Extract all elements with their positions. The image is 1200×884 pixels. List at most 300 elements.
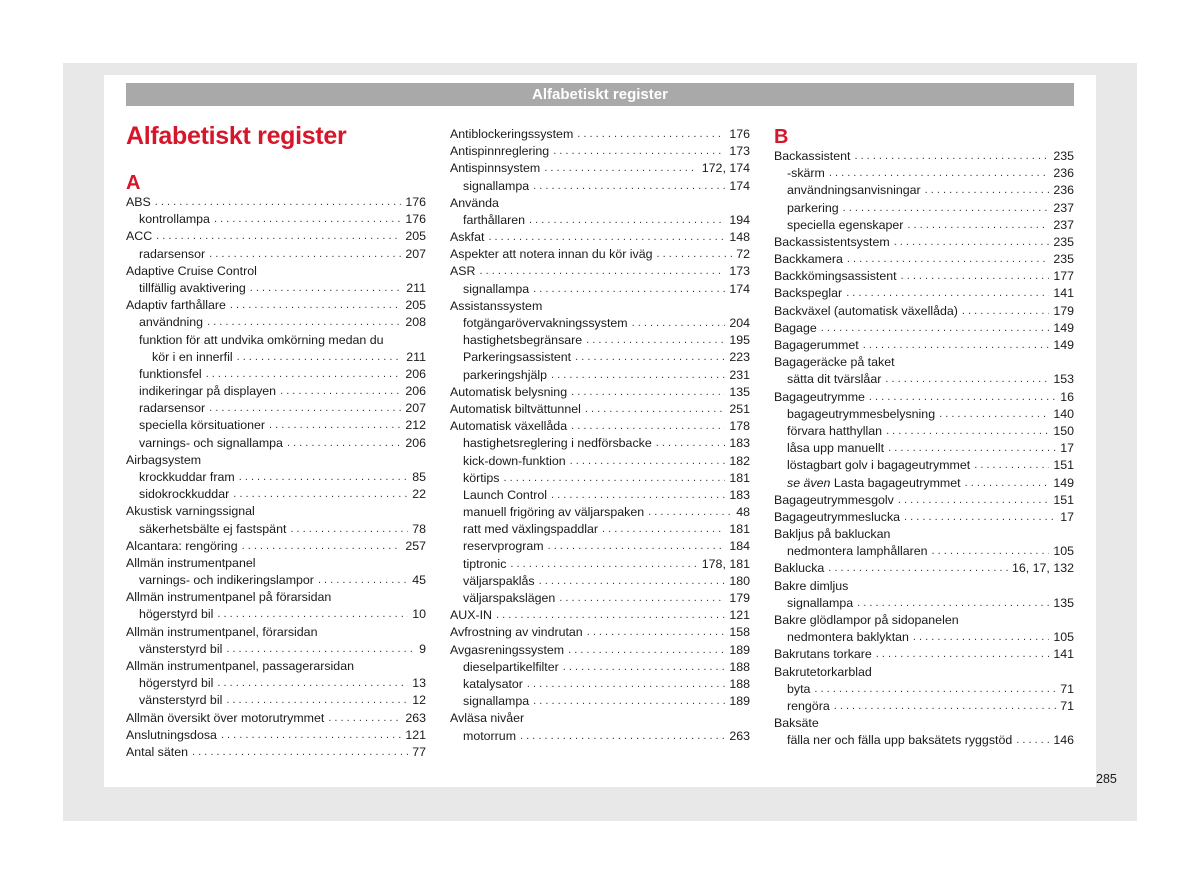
leader-dots (657, 246, 733, 263)
header-bar: Alfabetiskt register (126, 83, 1074, 106)
index-entry (774, 509, 1074, 526)
page-ref: 174 (729, 178, 750, 193)
page-ref: 153 (1053, 372, 1074, 387)
page-ref: 149 (1053, 338, 1074, 353)
entry-term: Backkamera (774, 252, 843, 267)
entry-term: ASR (450, 264, 476, 279)
leader-dots (192, 744, 408, 761)
entry-term: Bakljus på bakluckan (774, 527, 891, 542)
index-entry (774, 234, 1074, 251)
leader-dots (233, 486, 408, 503)
leader-dots (527, 676, 725, 693)
index-entry (126, 727, 426, 744)
index-entry (774, 526, 1074, 543)
leader-dots (847, 251, 1049, 268)
leader-dots (563, 659, 726, 676)
entry-term: Backassistentsystem (774, 234, 890, 249)
index-entry (126, 710, 426, 727)
entry-term: parkeringshjälp (463, 367, 548, 382)
leader-dots (207, 314, 401, 331)
index-subentry (126, 641, 426, 658)
entry-term: varnings- och signallampa (139, 435, 283, 450)
index-entry (450, 642, 750, 659)
page-ref: 208 (405, 315, 426, 330)
page-ref: 183 (729, 436, 750, 451)
entry-term: Aspekter att notera innan du kör iväg (450, 247, 653, 262)
index-entry (126, 658, 426, 675)
page-ref: 206 (405, 435, 426, 450)
entry-term: Baksäte (774, 716, 819, 731)
leader-dots (156, 228, 401, 245)
index-entry (126, 589, 426, 606)
index-subentry (774, 595, 1074, 612)
entry-term: Bagageräcke på taket (774, 355, 895, 370)
entry-term: radarsensor (139, 246, 206, 261)
page-ref: 180 (729, 573, 750, 588)
entry-term: Bagage (774, 320, 817, 335)
index-column-1 (126, 172, 426, 761)
index-subentry (126, 521, 426, 538)
page-ref: 173 (729, 144, 750, 159)
section-letter: A (126, 172, 141, 194)
leader-dots (510, 556, 697, 573)
entry-term: Bagageutrymme (774, 389, 865, 404)
index-entry (774, 612, 1074, 629)
page-ref: 179 (1053, 303, 1074, 318)
leader-dots (237, 349, 403, 366)
page-ref: 211 (406, 280, 426, 295)
entry-term: användningsanvisningar (787, 183, 921, 198)
leader-dots (242, 538, 402, 555)
index-entry (774, 664, 1074, 681)
page-ref: 223 (729, 350, 750, 365)
entry-term: Backväxel (automatisk växellåda) (774, 303, 958, 318)
entry-term: låsa upp manuellt (787, 441, 885, 456)
leader-dots (932, 543, 1050, 560)
index-subentry (450, 573, 750, 590)
leader-dots (496, 607, 725, 624)
entry-term: tiptronic (463, 556, 507, 571)
index-subentry (126, 675, 426, 692)
entry-term: -skärm (787, 166, 825, 181)
index-entry (450, 401, 750, 418)
entry-term: högerstyrd bil (139, 607, 214, 622)
entry-term: parkering (787, 200, 839, 215)
entry-term: Automatisk belysning (450, 384, 568, 399)
entry-term: AUX-IN (450, 608, 492, 623)
leader-dots (570, 453, 726, 470)
page-ref: 212 (405, 418, 426, 433)
leader-dots (898, 492, 1049, 509)
entry-term: Backspeglar (774, 286, 843, 301)
index-entry (774, 354, 1074, 371)
entry-term: Bagageutrymmeslucka (774, 509, 901, 524)
entry-term: Bakrutans torkare (774, 647, 872, 662)
entry-term: användning (139, 315, 204, 330)
page-ref: 151 (1053, 458, 1074, 473)
entry-term: Adaptive Cruise Control (126, 263, 257, 278)
index-entry (774, 578, 1074, 595)
index-entry (126, 744, 426, 761)
leader-dots (551, 487, 725, 504)
leader-dots (602, 521, 725, 538)
leader-dots (533, 178, 725, 195)
index-entry (126, 228, 426, 245)
leader-dots (876, 646, 1050, 663)
entry-term: Allmän instrumentpanel på förarsidan (126, 590, 332, 605)
leader-dots (632, 315, 726, 332)
leader-dots (520, 728, 725, 745)
index-subentry (450, 487, 750, 504)
entry-term: nedmontera baklyktan (787, 630, 909, 645)
leader-dots (539, 573, 726, 590)
index-subentry (450, 315, 750, 332)
page-ref: 236 (1053, 183, 1074, 198)
entry-term: Askfat (450, 230, 485, 245)
entry-term: rengöra (787, 698, 830, 713)
page-ref: 176 (405, 194, 426, 209)
page-ref: 71 (1060, 698, 1074, 713)
index-entry (126, 194, 426, 211)
index-subentry (126, 332, 426, 349)
index-subentry (450, 521, 750, 538)
entry-term: väljarspaklås (463, 573, 535, 588)
page-ref: 85 (412, 469, 426, 484)
index-entry (126, 538, 426, 555)
page-ref: 181 (729, 470, 750, 485)
leader-dots (559, 590, 725, 607)
entry-term: Launch Control (463, 487, 548, 502)
leader-dots (209, 400, 401, 417)
index-subentry (774, 165, 1074, 182)
page-title: Alfabetiskt register (126, 122, 347, 150)
index-subentry (774, 182, 1074, 199)
page-ref: 16 (1060, 389, 1074, 404)
index-list (126, 194, 426, 761)
page-ref: 194 (729, 212, 750, 227)
page-ref: 121 (729, 608, 750, 623)
index-entry (774, 303, 1074, 320)
leader-dots (854, 148, 1049, 165)
page-ref: 177 (1053, 269, 1074, 284)
leader-dots (155, 194, 402, 211)
page-ref: 235 (1053, 252, 1074, 267)
entry-term: ACC (126, 229, 153, 244)
index-subentry (126, 572, 426, 589)
index-subentry (450, 676, 750, 693)
page-ref: 77 (412, 744, 426, 759)
page-ref: 263 (729, 728, 750, 743)
page-ref: 172, 174 (701, 161, 750, 176)
index-subentry (774, 406, 1074, 423)
page-ref: 178 (729, 419, 750, 434)
leader-dots (239, 469, 408, 486)
leader-dots (209, 246, 401, 263)
index-column-2 (450, 126, 750, 745)
entry-term: Avgasreningssystem (450, 642, 565, 657)
entry-term: förvara hatthyllan (787, 423, 883, 438)
leader-dots (533, 281, 725, 298)
leader-dots (857, 595, 1049, 612)
leader-dots (488, 229, 725, 246)
leader-dots (568, 642, 725, 659)
page-ref: 22 (412, 487, 426, 502)
index-entry (450, 246, 750, 263)
entry-term: speciella egenskaper (787, 217, 904, 232)
index-entry (126, 503, 426, 520)
leader-dots (318, 572, 408, 589)
leader-dots (269, 417, 401, 434)
leader-dots (901, 268, 1050, 285)
index-list (774, 148, 1074, 475)
page-ref: 140 (1053, 406, 1074, 421)
page-ref: 236 (1053, 166, 1074, 181)
page-ref: 178, 181 (701, 556, 750, 571)
index-entry (774, 251, 1074, 268)
leader-dots (829, 165, 1049, 182)
index-subentry (450, 504, 750, 521)
page-ref: 148 (729, 230, 750, 245)
index-entry (126, 555, 426, 572)
leader-dots (587, 624, 726, 641)
page-ref: 10 (412, 607, 426, 622)
page-ref: 121 (405, 727, 426, 742)
leader-dots (548, 538, 726, 555)
entry-term: signallampa (463, 178, 530, 193)
index-entry (450, 229, 750, 246)
entry-term: katalysator (463, 676, 523, 691)
index-entry (774, 337, 1074, 354)
page-ref: 188 (729, 659, 750, 674)
index-subentry (126, 469, 426, 486)
index-subentry (774, 543, 1074, 560)
leader-dots (553, 143, 725, 160)
leader-dots (214, 211, 401, 228)
index-entry-see-also (774, 475, 1074, 492)
leader-dots (551, 367, 725, 384)
index-subentry (450, 693, 750, 710)
leader-dots (221, 727, 401, 744)
see-also-prefix: se även (787, 475, 831, 490)
entry-term: Avläsa nivåer (450, 711, 525, 726)
leader-dots (888, 440, 1056, 457)
page-ref: 146 (1053, 733, 1074, 748)
page-ref: 195 (729, 333, 750, 348)
leader-dots (230, 297, 401, 314)
entry-term: fälla ner och fälla upp baksätets ryggstöd (787, 733, 1013, 748)
leader-dots (226, 641, 415, 658)
index-subentry (450, 178, 750, 195)
index-subentry (126, 435, 426, 452)
index-subentry (450, 367, 750, 384)
index-subentry (450, 659, 750, 676)
page-number: 285 (1096, 772, 1117, 786)
index-subentry (450, 349, 750, 366)
page-ref: 263 (405, 710, 426, 725)
entry-term: körtips (463, 470, 500, 485)
index-subentry (774, 200, 1074, 217)
entry-term: signallampa (463, 281, 530, 296)
page-ref: 188 (729, 676, 750, 691)
page-ref: 17 (1060, 509, 1074, 524)
index-entry (774, 320, 1074, 337)
page-ref: 211 (406, 349, 426, 364)
leader-dots (648, 504, 732, 521)
index-subentry (126, 417, 426, 434)
index-entry (126, 263, 426, 280)
leader-dots (913, 629, 1049, 646)
page-ref: 71 (1060, 681, 1074, 696)
entry-term: sätta dit tvärslåar (787, 372, 882, 387)
page-ref: 149 (1053, 475, 1074, 490)
page-ref: 150 (1053, 423, 1074, 438)
leader-dots (907, 217, 1049, 234)
index-subentry (774, 629, 1074, 646)
entry-term: Antiblockeringssystem (450, 126, 574, 141)
entry-term: Bagageutrymmesgolv (774, 492, 894, 507)
page-ref: 251 (729, 401, 750, 416)
index-entry (126, 624, 426, 641)
entry-term: Akustisk varningssignal (126, 504, 255, 519)
page-ref: 235 (1053, 234, 1074, 249)
entry-term: tillfällig avaktivering (139, 280, 246, 295)
index-entry (774, 492, 1074, 509)
leader-dots (280, 383, 401, 400)
entry-term: hastighetsbegränsare (463, 333, 583, 348)
entry-term: Backassistent (774, 148, 851, 163)
page-ref: 176 (729, 126, 750, 141)
leader-dots (904, 509, 1056, 526)
entry-term: ratt med växlingspaddlar (463, 522, 598, 537)
leader-dots (533, 693, 725, 710)
page-ref: 141 (1053, 647, 1074, 662)
index-entry (774, 286, 1074, 303)
page-ref: 173 (729, 264, 750, 279)
entry-term: Allmän instrumentpanel, passagerarsidan (126, 659, 354, 674)
index-entry (774, 268, 1074, 285)
page-ref: 141 (1053, 286, 1074, 301)
index-subentry (774, 217, 1074, 234)
leader-dots (577, 126, 725, 143)
leader-dots (575, 349, 725, 366)
entry-term: kick-down-funktion (463, 453, 566, 468)
index-subentry (774, 423, 1074, 440)
leader-dots (828, 560, 1008, 577)
page-ref: 17 (1060, 441, 1074, 456)
leader-dots (250, 280, 402, 297)
index-subentry (126, 314, 426, 331)
index-subentry (774, 457, 1074, 474)
entry-term: krockkuddar fram (139, 469, 235, 484)
page-ref: 237 (1053, 200, 1074, 215)
index-entry (450, 143, 750, 160)
page-ref: 189 (729, 694, 750, 709)
entry-term: Parkeringsassistent (463, 350, 572, 365)
page-ref: 151 (1053, 492, 1074, 507)
leader-dots (1016, 732, 1049, 749)
leader-dots (939, 406, 1049, 423)
entry-term: kör i en innerfil (152, 349, 233, 364)
page-ref: 105 (1053, 544, 1074, 559)
entry-term: Allmän instrumentpanel, förarsidan (126, 624, 318, 639)
index-subentry (126, 246, 426, 263)
see-also-text: Lasta bagageutrymmet (830, 475, 961, 490)
leader-dots (571, 418, 725, 435)
entry-term: Automatisk biltvättunnel (450, 401, 581, 416)
leader-dots (586, 332, 725, 349)
leader-dots (894, 234, 1050, 251)
entry-term: Bakre dimljus (774, 578, 849, 593)
page-ref: 181 (729, 522, 750, 537)
index-entry (450, 298, 750, 315)
page-ref: 174 (729, 281, 750, 296)
entry-term: speciella körsituationer (139, 418, 266, 433)
index-subentry (126, 366, 426, 383)
index-subentry (126, 211, 426, 228)
index-entry (450, 384, 750, 401)
leader-dots (885, 371, 1049, 388)
page-ref: 231 (729, 367, 750, 382)
page-ref: 207 (405, 401, 426, 416)
entry-term: Airbagsystem (126, 452, 202, 467)
page-ref: 135 (729, 384, 750, 399)
index-subentry (774, 371, 1074, 388)
entry-term: hastighetsreglering i nedförsbacke (463, 436, 652, 451)
leader-dots (226, 692, 408, 709)
entry-term: Allmän instrumentpanel (126, 555, 256, 570)
page-ref: 205 (405, 229, 426, 244)
page-ref: 176 (405, 212, 426, 227)
entry-term: nedmontera lamphållaren (787, 544, 928, 559)
entry-term: kontrollampa (139, 212, 210, 227)
entry-term: väljarspakslägen (463, 591, 556, 606)
leader-dots (974, 457, 1049, 474)
page-ref: 9 (419, 641, 426, 656)
leader-dots (869, 389, 1056, 406)
page-ref: 235 (1053, 148, 1074, 163)
entry-term: Avfrostning av vindrutan (450, 625, 583, 640)
index-entry (126, 297, 426, 314)
index-subentry (450, 590, 750, 607)
entry-term: högerstyrd bil (139, 676, 214, 691)
index-subentry (450, 212, 750, 229)
index-subentry (126, 486, 426, 503)
leader-dots (529, 212, 725, 229)
page-ref: 78 (412, 521, 426, 536)
entry-term: Antal säten (126, 744, 188, 759)
entry-term: bagageutrymmesbelysning (787, 406, 936, 421)
index-subentry (126, 607, 426, 624)
entry-term: ABS (126, 194, 151, 209)
leader-dots (328, 710, 401, 727)
index-list (774, 492, 1074, 750)
entry-term: vänsterstyrd bil (139, 641, 223, 656)
index-subentry (450, 539, 750, 556)
index-entry (450, 126, 750, 143)
entry-term: sidokrockkuddar (139, 487, 230, 502)
leader-dots (217, 675, 408, 692)
index-subentry (450, 470, 750, 487)
entry-term: motorrum (463, 728, 517, 743)
index-subentry (774, 440, 1074, 457)
entry-term: radarsensor (139, 401, 206, 416)
index-column-3 (774, 126, 1074, 750)
entry-term: signallampa (787, 595, 854, 610)
index-entry (774, 561, 1074, 578)
page-ref: 13 (412, 676, 426, 691)
index-subentry (126, 280, 426, 297)
leader-dots (585, 401, 725, 418)
